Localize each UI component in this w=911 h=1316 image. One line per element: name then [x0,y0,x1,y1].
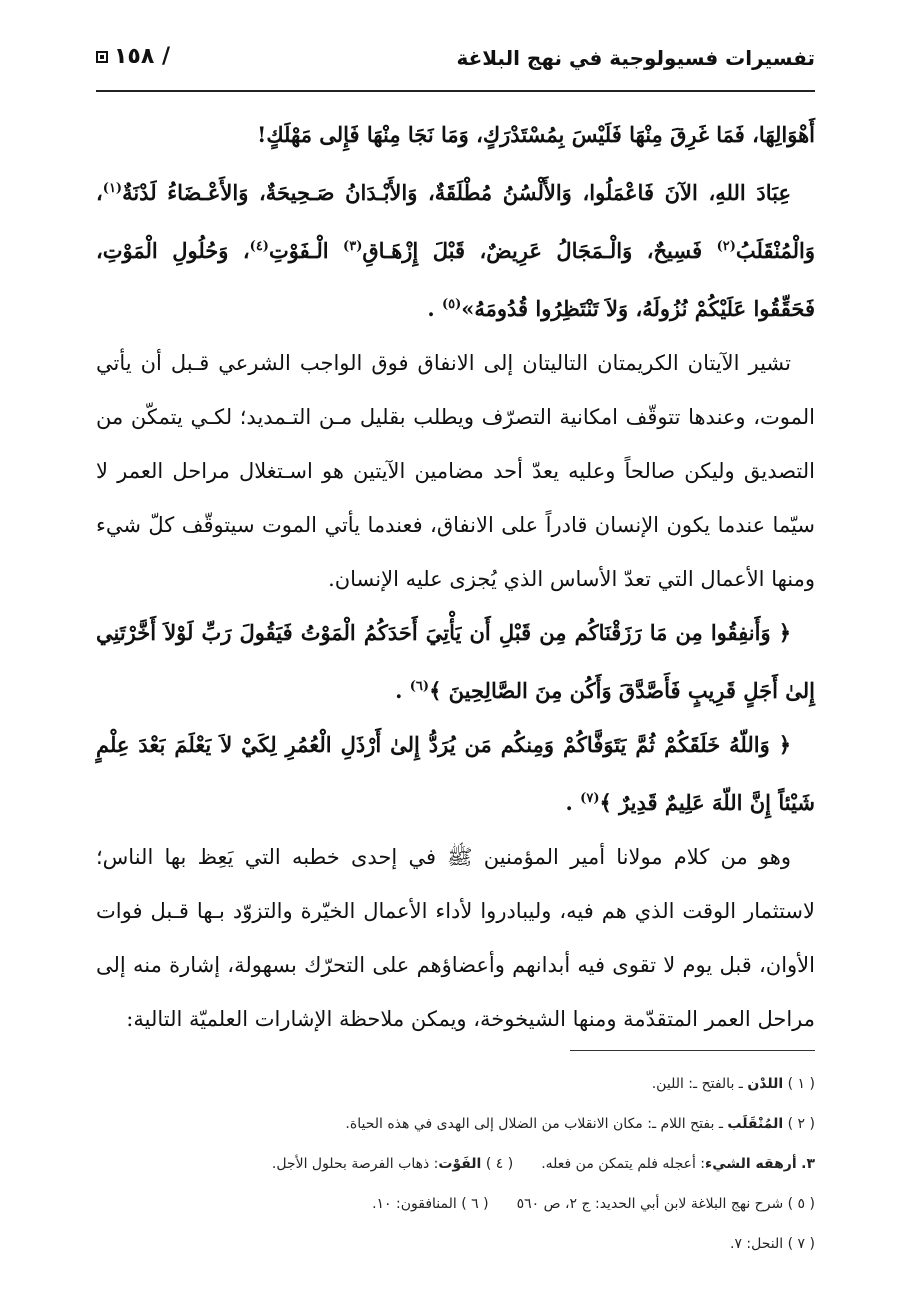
footnote-1: ( ١ ) اللدْن ـ بالفتح ـ: اللين. [651,1076,815,1092]
running-title: تفسيرات فسيولوجية في نهج البلاغة [456,46,815,70]
footnote-ref-7[interactable]: (٧) [580,791,600,806]
commentary-paragraph-1: تشير الآيتان الكريمتان التاليتان إلى الانفاق فوق الواجب الشرعي قـبل أن يأتي الموت، وعندها تتوقّف امكانية التصرّف ويطلب بقليل مـن التـمديد؛ لكـي يتمكّن من التصديق وليكن صالحاً وعليه يعدّ أحد مضامين الآيتين هو اسـتغلال مراحل العمر لا سيّما عندما يكون الإنسان قادراً على الانفاق، فعندما يأتي الموت سيتوقّف كلّ شيء ومنها الأعمال التي تعدّ الأساس الذي يُجزى عليه الإنسان. [96,351,815,591]
footnote-3: ٣. أرهقه الشيء: أعجله فلم يتمكن من فعله. [541,1156,815,1172]
footnote-ref-2[interactable]: (٢) [716,239,736,254]
footnote-row-3-4 [96,1146,815,1186]
footnote-row-5-6 [96,1186,815,1226]
footnote-ref-3[interactable]: (٣) [343,239,363,254]
quran-verse-1: ﴿ وَأَنفِقُوا مِن مَا رَزَقْنَاكُم مِن قَبْلِ أَن يَأْتِيَ أَحَدَكُمُ الْمَوْتُ فَيَقُولَ رَبِّ لَوْلاَ أَخَّرْتَنِي إِلىٰ أَجَلٍ قَرِيبٍ فَأَصَّدَّقَ وَأَكُن مِنَ الصَّالِحِينَ ﴾$^{(٦)}$ . [96,620,815,703]
square-ornament-icon [96,51,108,63]
footnotes [96,1066,815,1266]
header-divider [96,90,815,92]
footnote-7: ( ٧ ) النحل: ٧. [730,1236,815,1252]
main-text [96,108,815,1046]
sermon-paragraph: عِبَادَ اللهِ، الآنَ فَاعْمَلُوا، وَالأَلْسُنُ مُطْلَقَةٌ، وَالأَبْـدَانُ صَـحِيحَةٌ، وَالأَعْـضَاءُ لَدْنَةٌ$^{(١)}$، وَالْمُنْقَلَبُ$^{(٢)}$ فَسِيحٌ، وَالْـمَجَالُ عَرِيضٌ، قَبْلَ إِزْهَـاقِ$^{(٣)}$ الْـفَوْتِ$^{(٤)}$، وَحُلُولِ الْمَوْتِ، فَحَقِّقُوا عَلَيْكُمْ نُزُولَهُ، وَلاَ تَنْتَظِرُوا قُدُومَهُ»$^{(٥)}$ . [96,180,815,321]
footnote-ref-5[interactable]: (٥) [441,297,462,312]
footnote-ref-6[interactable]: (٦) [409,679,430,694]
page-number-block [96,44,170,69]
footnote-divider [570,1050,815,1051]
footnote-5: ( ٥ ) شرح نهج البلاغة لابن أبي الحديد: ج ٢، ص ٥٦٠ [516,1196,815,1212]
footnote-4: ( ٤ ) الفَوْت: ذهاب الفرصة بحلول الأجل. [271,1156,514,1172]
quran-verse-2: ﴿ وَاللّهُ خَلَقَكُمْ ثُمَّ يَتَوَفَّاكُمْ وَمِنكُم مَن يُرَدُّ إِلىٰ أَرْذَلِ الْعُمُرِ لِكَيْ لاَ يَعْلَمَ بَعْدَ عِلْمٍ شَيْئاً إِنَّ اللّهَ عَلِيمٌ قَدِيرٌ ﴾$^{(٧)}$ . [96,732,815,815]
footnote-ref-1[interactable]: (١) [102,181,123,196]
commentary-paragraph-2: وهو من كلام مولانا أمير المؤمنين ﷺ في إحدى خطبه التي يَعِظ بها الناس؛ لاستثمار الوقت الذي هم فيه، وليبادروا لأداء الأعمال الخيّرة والتزوّد بـها قـبل فوات الأوان، قبل يوم لا تقوى فيه أبدانهم وأعضاؤهم على التحرّك بسهولة، إشارة منه إلى مراحل العمر المتقدّمة ومنها الشيخوخة، ويمكن ملاحظة الإشارات العلميّة التالية: [96,845,815,1031]
sermon-line-1: أَهْوَالِهَا، فَمَا غَرِقَ مِنْهَا فَلَيْسَ بِمُسْتَدْرَكٍ، وَمَا نَجَا مِنْهَا فَإِلى مَهْلَكٍ! [257,122,815,147]
footnote-2: ( ٢ ) المُنْقَلَب ـ بفتح اللام ـ: مكان الانقلاب من الضلال إلى الهدى في هذه الحياة. [345,1116,815,1132]
footnote-6: ( ٦ ) المنافقون: ١٠. [372,1196,489,1212]
page-header [96,38,815,82]
page-number: ١٥٨ / [114,44,170,69]
footnote-ref-4[interactable]: (٤) [249,239,269,254]
